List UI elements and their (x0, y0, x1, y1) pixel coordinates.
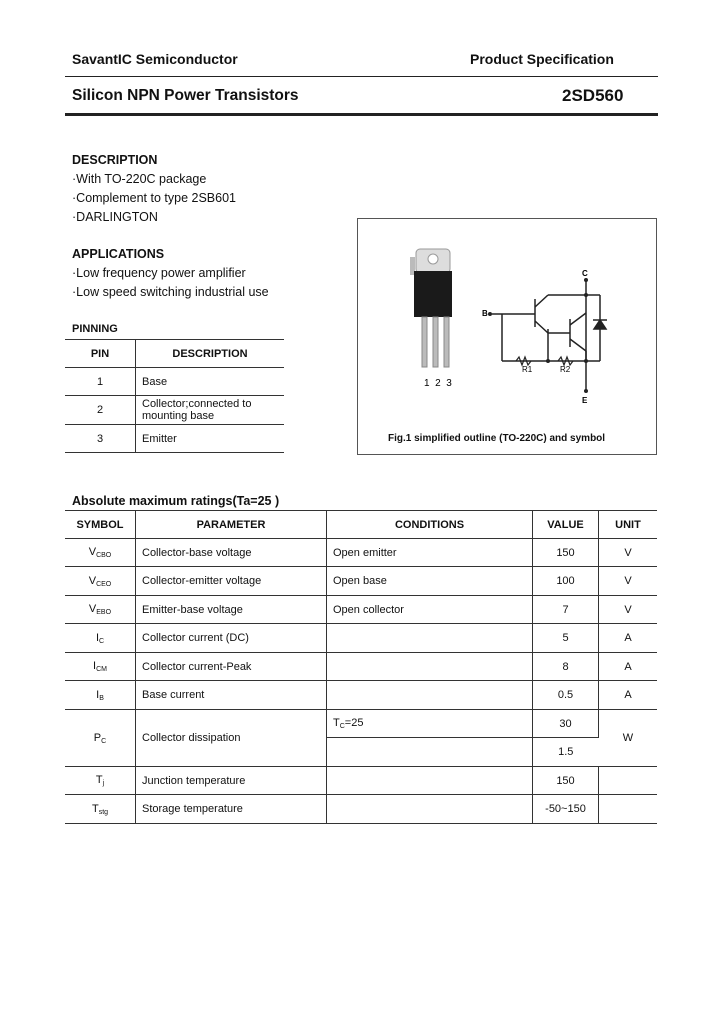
symbol-header: SYMBOL (65, 511, 136, 539)
pin-description: Base (136, 368, 285, 396)
symbol-cell: $P_C$ (65, 710, 136, 767)
parameter-cell: Collector current (DC) (136, 624, 327, 653)
table-row (65, 681, 657, 710)
table-row (65, 795, 657, 824)
label-e: E (582, 396, 588, 405)
table-row (65, 624, 657, 653)
spec-label: Product Specification (470, 51, 614, 67)
pinning-title: PINNING (72, 323, 118, 335)
value-cell: 7 (533, 596, 599, 624)
symbol-cell: $T_{stg}$ (65, 795, 136, 824)
table-row (65, 396, 284, 425)
header-thick-divider (65, 113, 658, 116)
figure-box (357, 218, 657, 455)
label-b: B (482, 309, 488, 318)
pinning-table (65, 339, 284, 453)
parameter-cell: Collector dissipation (136, 710, 327, 767)
unit-cell: V (599, 539, 658, 567)
unit-cell: V (599, 596, 658, 624)
table-row (65, 596, 657, 624)
conditions-cell (327, 795, 533, 824)
conditions-cell: $T_C=25$ (327, 710, 533, 738)
unit-cell: A (599, 624, 658, 653)
conditions-cell (327, 653, 533, 681)
application-item: ·Low speed switching industrial use (72, 285, 269, 299)
unit-cell: V (599, 567, 658, 596)
parameter-cell: Collector-base voltage (136, 539, 327, 567)
pin-number: 3 (65, 425, 136, 453)
value-cell: 8 (533, 653, 599, 681)
part-number: 2SD560 (562, 86, 624, 105)
outline-and-symbol-diagram (358, 219, 656, 454)
product-line: Silicon NPN Power Transistors (72, 87, 299, 104)
figure-caption: Fig.1 simplified outline (TO-220C) and symbol (388, 433, 606, 444)
conditions-cell: Open emitter (327, 539, 533, 567)
symbol-cell: $I_B$ (65, 681, 136, 710)
symbol-cell: $V_{CEO}$ (65, 567, 136, 596)
collector-terminal (584, 278, 588, 282)
conditions-cell (327, 738, 533, 767)
application-item: ·Low frequency power amplifier (72, 266, 246, 280)
parameter-cell: Base current (136, 681, 327, 710)
junction-dot (546, 359, 550, 363)
table-row (65, 425, 284, 453)
pin-description-header: DESCRIPTION (136, 340, 285, 368)
parameter-cell: Collector current-Peak (136, 653, 327, 681)
symbol-cell: $V_{CBO}$ (65, 539, 136, 567)
pin-description: Collector;connected to mounting base (136, 396, 285, 425)
header-divider (65, 76, 658, 77)
pin-number: 2 (65, 396, 136, 425)
value-cell: 5 (533, 624, 599, 653)
value-cell: 100 (533, 567, 599, 596)
ratings-title: Absolute maximum ratings(Ta=25 ) (72, 494, 280, 508)
description-title: DESCRIPTION (72, 153, 158, 167)
conditions-cell: Open collector (327, 596, 533, 624)
table-row (65, 710, 657, 738)
value-header: VALUE (533, 511, 599, 539)
junction-dot (584, 293, 588, 297)
parameter-cell: Storage temperature (136, 795, 327, 824)
unit-cell: A (599, 653, 658, 681)
table-row (65, 368, 284, 396)
pin-description: Emitter (136, 425, 285, 453)
table-row (65, 567, 657, 596)
parameter-cell: Emitter-base voltage (136, 596, 327, 624)
unit-cell: W (599, 710, 658, 767)
emitter-terminal (584, 389, 588, 393)
value-cell: 150 (533, 767, 599, 795)
unit-cell (599, 795, 658, 824)
value-cell: 0.5 (533, 681, 599, 710)
junction-dot (584, 359, 588, 363)
symbol-cell: $I_{CM}$ (65, 653, 136, 681)
value-cell: 150 (533, 539, 599, 567)
pin-number: 1 (65, 368, 136, 396)
value-cell: 30 (533, 710, 599, 738)
description-item: ·Complement to type 2SB601 (72, 191, 236, 205)
conditions-cell (327, 767, 533, 795)
base-terminal (488, 312, 492, 316)
table-row (65, 767, 657, 795)
unit-cell: A (599, 681, 658, 710)
label-c: C (582, 269, 588, 278)
value-cell: -50~150 (533, 795, 599, 824)
table-row (65, 539, 657, 567)
label-r2: R2 (560, 365, 571, 374)
darlington-symbol (492, 281, 607, 390)
pin-number-labels: 1 2 3 (424, 378, 452, 389)
conditions-cell: Open base (327, 567, 533, 596)
parameter-cell: Collector-emitter voltage (136, 567, 327, 596)
symbol-cell: $T_j$ (65, 767, 136, 795)
parameter-cell: Junction temperature (136, 767, 327, 795)
conditions-cell (327, 681, 533, 710)
symbol-cell: $I_C$ (65, 624, 136, 653)
company-name: SavantIC Semiconductor (72, 51, 238, 67)
conditions-header: CONDITIONS (327, 511, 533, 539)
to220-package-image (410, 249, 452, 367)
table-row (65, 653, 657, 681)
description-item: ·With TO-220C package (72, 172, 207, 186)
symbol-cell: $V_{EBO}$ (65, 596, 136, 624)
label-r1: R1 (522, 365, 533, 374)
value-cell: 1.5 (533, 738, 599, 767)
applications-title: APPLICATIONS (72, 247, 165, 261)
conditions-cell (327, 624, 533, 653)
unit-header: UNIT (599, 511, 658, 539)
description-item: ·DARLINGTON (72, 210, 158, 224)
ratings-table (65, 510, 657, 824)
parameter-header: PARAMETER (136, 511, 327, 539)
unit-cell (599, 767, 658, 795)
pin-header: PIN (65, 340, 136, 368)
